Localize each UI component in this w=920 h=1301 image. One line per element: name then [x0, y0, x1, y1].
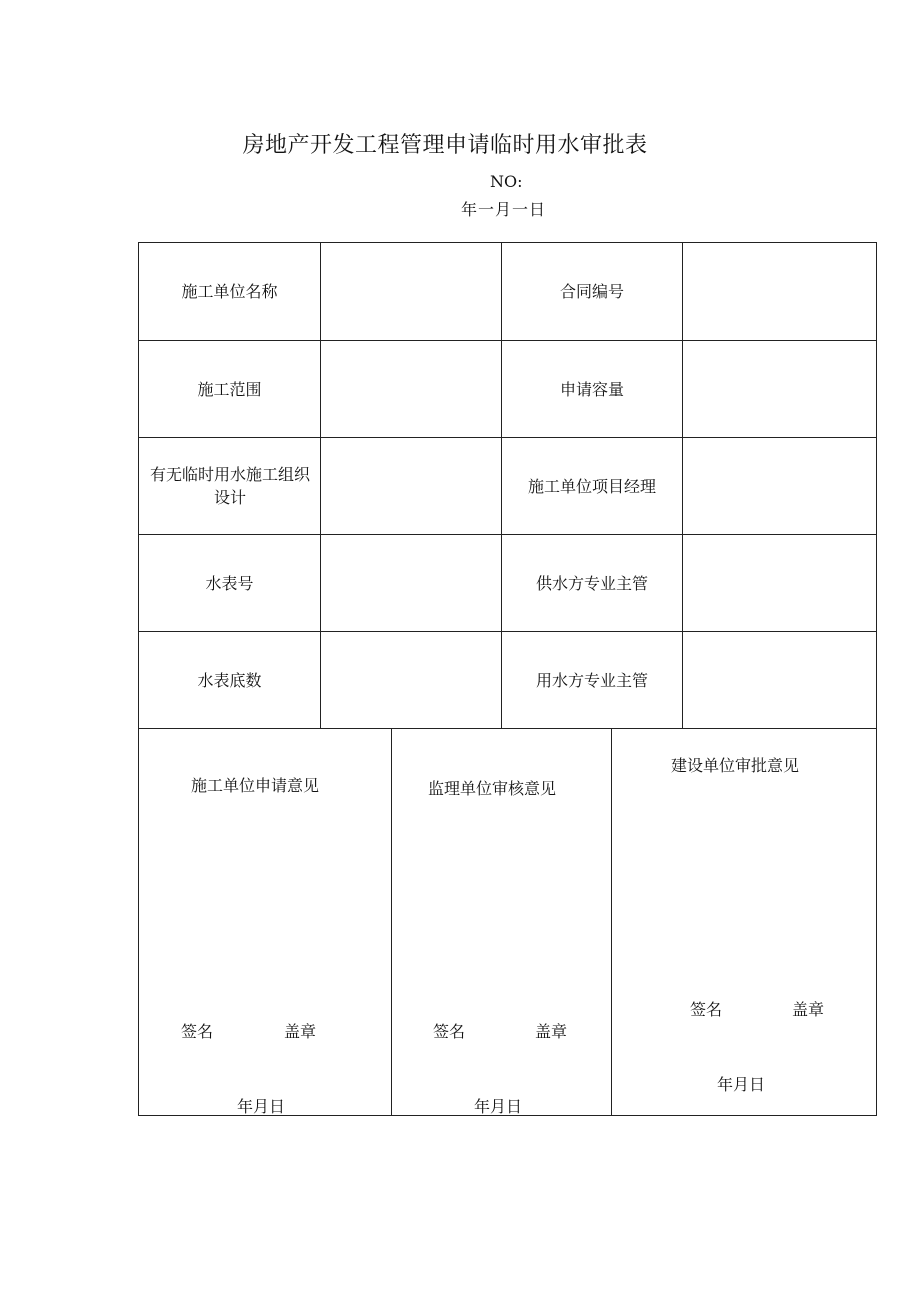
opinion-heading-construction: 施工单位申请意见 [191, 776, 320, 795]
label-project-manager: 施工单位项目经理 [527, 476, 656, 496]
date-label: 年月日 [474, 1097, 523, 1116]
approval-form-table [138, 242, 877, 1116]
sign-label: 签名 [690, 1000, 723, 1019]
label-construction-unit-name: 施工单位名称 [181, 282, 278, 301]
seal-label: 盖章 [535, 1022, 568, 1041]
opinion-heading-supervision: 监理单位审核意见 [428, 779, 557, 798]
value-construction-scope[interactable] [321, 341, 501, 437]
value-user-supervisor[interactable] [683, 632, 876, 728]
label-water-design: 有无临时用水施工组织设计 [149, 465, 310, 507]
sign-label: 签名 [433, 1022, 466, 1041]
column-divider [391, 728, 392, 1115]
date-label: 年月日 [237, 1097, 286, 1116]
label-construction-scope: 施工范围 [197, 379, 262, 399]
label-meter-base-reading: 水表底数 [197, 670, 262, 690]
value-project-manager[interactable] [683, 438, 876, 534]
column-divider [611, 728, 612, 1115]
value-construction-unit-name[interactable] [321, 243, 501, 340]
form-number-label: NO: [490, 172, 523, 191]
value-water-design[interactable] [321, 438, 501, 534]
label-user-supervisor: 用水方专业主管 [535, 670, 648, 690]
form-date-line: 年一月一日 [461, 200, 547, 219]
seal-label: 盖章 [284, 1022, 317, 1041]
seal-label: 盖章 [792, 1000, 825, 1019]
value-contract-number[interactable] [683, 243, 876, 340]
value-requested-capacity[interactable] [683, 341, 876, 437]
opinion-heading-developer: 建设单位审批意见 [671, 756, 800, 775]
label-supplier-supervisor: 供水方专业主管 [535, 573, 648, 593]
label-meter-number: 水表号 [205, 573, 254, 593]
value-meter-base-reading[interactable] [321, 632, 501, 728]
label-contract-number: 合同编号 [559, 282, 624, 301]
date-label: 年月日 [717, 1075, 766, 1094]
label-requested-capacity: 申请容量 [559, 379, 624, 399]
value-supplier-supervisor[interactable] [683, 535, 876, 631]
section-divider [139, 728, 876, 729]
value-meter-number[interactable] [321, 535, 501, 631]
sign-label: 签名 [181, 1022, 214, 1041]
form-title: 房地产开发工程管理申请临时用水审批表 [242, 133, 648, 158]
